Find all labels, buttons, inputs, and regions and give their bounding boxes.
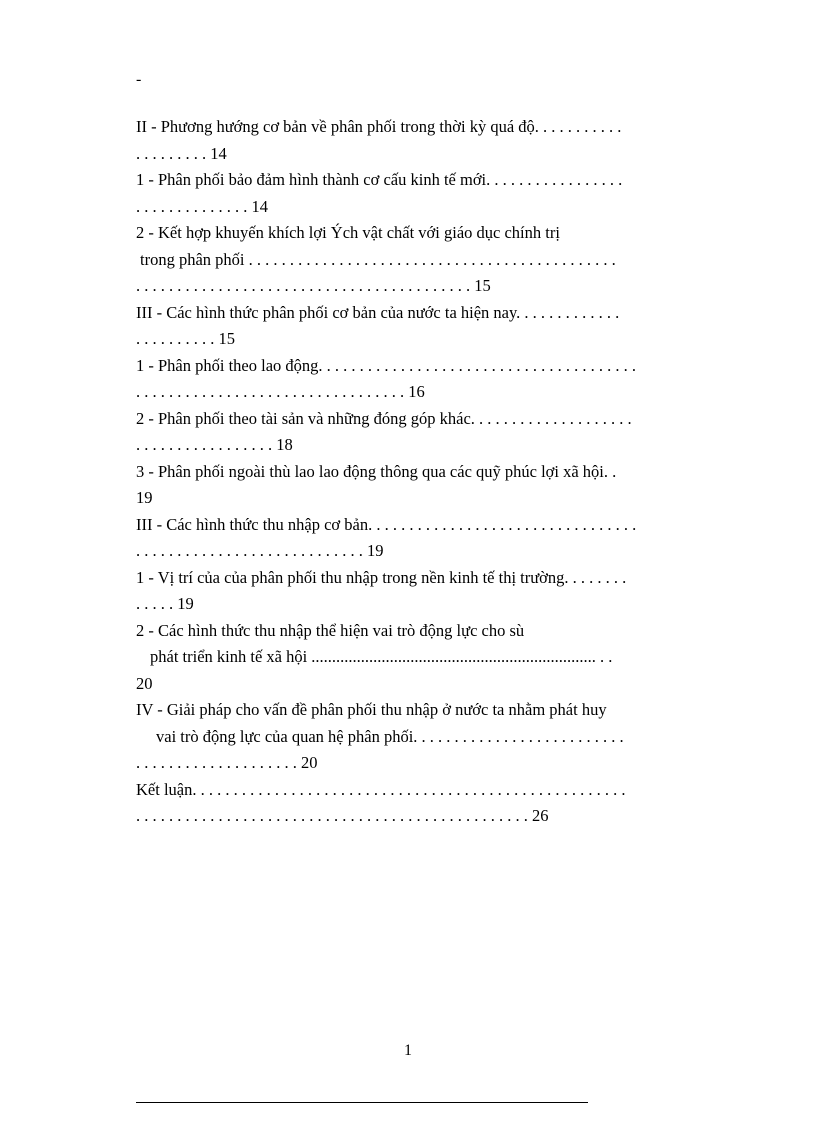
page-number: 1: [404, 1042, 412, 1059]
toc-line: . . . . . . . . . . . . . . . . . . . . . . . . . . . . 19: [136, 541, 384, 560]
toc-line: 2 - Các hình thức thu nhập thể hiện vai trò động lực cho sù: [136, 620, 525, 640]
toc-line: vai trò động lực của quan hệ phân phối. . . . . . . . . . . . . . . . . . . . . . . . . .: [156, 726, 624, 746]
table-of-contents: [136, 114, 702, 830]
toc-line: 1 - Vị trí của của phân phối thu nhập trong nền kinh tế thị trường. . . . . . . .: [136, 567, 627, 587]
toc-line: 3 - Phân phối ngoài thù lao lao động thông qua các quỹ phúc lợi xã hội. .: [136, 461, 617, 481]
toc-line: Kết luận. . . . . . . . . . . . . . . . . . . . . . . . . . . . . . . . . . . . . . . . . . . . . . . . . . . . .: [136, 779, 626, 799]
toc-line: . . . . . 19: [136, 594, 194, 613]
top-mark: -: [136, 71, 142, 88]
toc-line: 20: [136, 673, 153, 693]
toc-line: phát triển kinh tế xã hội ..................................................................... . .: [150, 647, 613, 666]
toc-line: . . . . . . . . . . 15: [136, 329, 235, 348]
toc-line: 2 - Kết hợp khuyến khích lợi Ých vật chất với giáo dục chính trị: [136, 223, 560, 242]
toc-line: . . . . . . . . . . . . . . . . . . . . . . . . . . . . . . . . . . . . . . . . . . . . . . . . 26: [136, 806, 549, 825]
toc-line: . . . . . . . . . . . . . . . . . . . . . . . . . . . . . . . . . . . . . . . . . 15: [136, 276, 491, 295]
toc-line: II - Phương hướng cơ bản về phân phối trong thời kỳ quá độ. . . . . . . . . . .: [136, 117, 622, 136]
toc-line: . . . . . . . . . 14: [136, 143, 227, 163]
toc-line: 1 - Phân phối bảo đảm hình thành cơ cấu kinh tế mới. . . . . . . . . . . . . . . . .: [136, 170, 623, 189]
toc-line: IV - Giải pháp cho vấn đề phân phối thu nhập ở nước ta nhằm phát huy: [136, 700, 607, 719]
toc-line: . . . . . . . . . . . . . . . . . . . . . . . . . . . . . . . . . 16: [136, 382, 425, 401]
toc-line: trong phân phối . . . . . . . . . . . . . . . . . . . . . . . . . . . . . . . . . . . . . . . . . . . . .: [140, 249, 616, 269]
toc-line: III - Các hình thức thu nhập cơ bản. . . . . . . . . . . . . . . . . . . . . . . . . . . . . . . . .: [136, 514, 637, 534]
toc-line: . . . . . . . . . . . . . . . . . . . . 20: [136, 753, 318, 772]
footer-rule: [136, 1102, 588, 1103]
toc-line: 1 - Phân phối theo lao động. . . . . . . . . . . . . . . . . . . . . . . . . . . . . . . . . . . . . . .: [136, 355, 637, 375]
toc-line: 2 - Phân phối theo tài sản và những đóng góp khác. . . . . . . . . . . . . . . . . . . .: [136, 408, 632, 428]
toc-line: . . . . . . . . . . . . . . 14: [136, 196, 268, 216]
toc-line: III - Các hình thức phân phối cơ bản của nước ta hiện nay. . . . . . . . . . . . .: [136, 302, 620, 322]
toc-line: 19: [136, 488, 153, 507]
toc-line: . . . . . . . . . . . . . . . . . 18: [136, 435, 293, 454]
